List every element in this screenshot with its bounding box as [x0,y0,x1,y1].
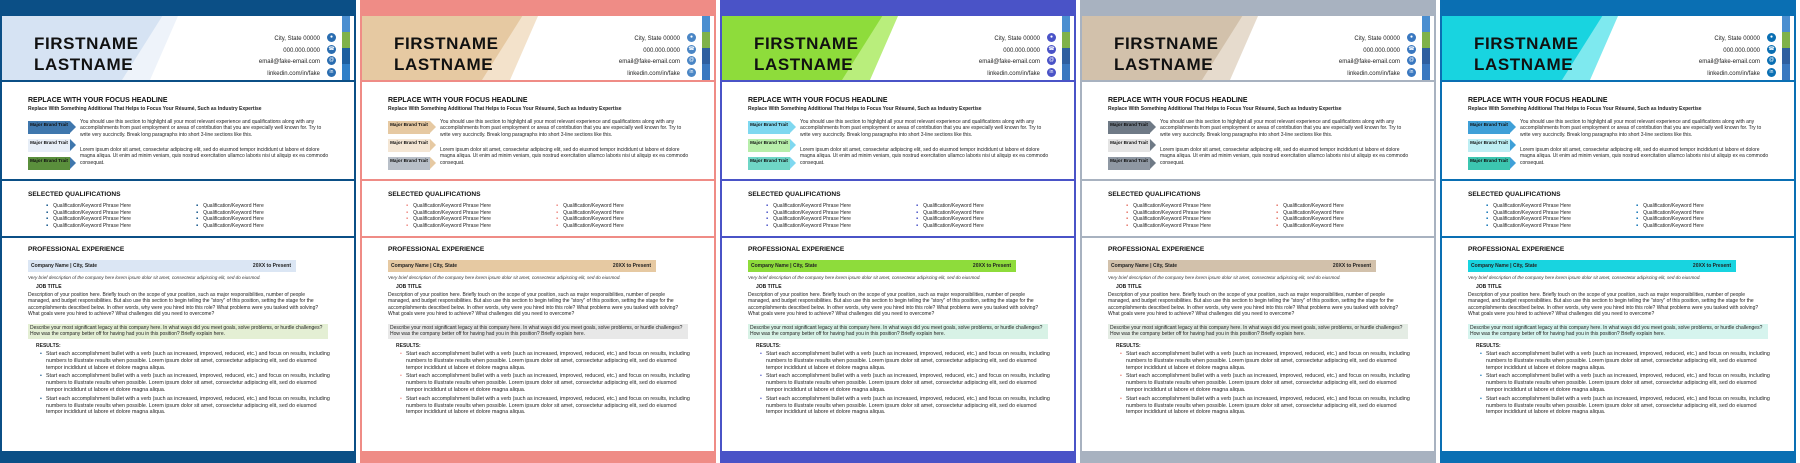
color-stripe [1422,16,1430,80]
email-icon: @ [1768,57,1775,63]
list-item: ▪ Qualification/Keyword Phrase Here [56,210,131,217]
qualifications-list-right [1643,203,1704,229]
results-label: RESULTS: [1116,343,1141,349]
top-bar [362,0,714,16]
company-bar [1108,260,1376,272]
employment-date: 20XX to Present [612,263,651,269]
results-label: RESULTS: [756,343,781,349]
list-item: ▪ Qualification/Keyword Phrase Here [1136,203,1211,210]
candidate-name [1474,33,1579,75]
list-item: ▪ Qualification/Keyword Here [1286,203,1344,210]
company-bar [1468,260,1736,272]
list-item: ▪ Qualification/Keyword Phrase Here [1496,223,1571,230]
qualifications-list-left [773,203,851,229]
company-name: Company Name | City, State [391,263,458,269]
job-description: Description of your position here. Briefly touch on the scope of your position, such as major responsibilities, number of people managed, and budget responsibilities. But also use this section to begin telling the "story" of this position, setting the stage for the accomplishments described below. In other words, why were you hired into this role? What problems were you tasked with solving? What goals were you hired to achieve? What challenges did you need to overcome? [1108,292,1399,318]
stripe-segment [702,64,710,80]
list-item: ▪ Qualification/Keyword Phrase Here [1136,210,1211,217]
company-bar [748,260,1016,272]
list-item: ▪ Qualification/Keyword Here [926,203,984,210]
first-name: FIRSTNAME [754,34,859,53]
contact-icons [327,33,337,79]
result-bullet: • Start each accomplishment bullet with a verb (such as increased, improved, reduced, etc.) and focus on results, including numbers to illustrate results when possible. Lorem ipsum dolor sit amet, consectetur adipiscing elit, sed do eiusmod tempor incididunt ut labore et dolore magna aliqua. [46,351,330,371]
list-item: ▪ Qualification/Keyword Here [566,210,624,217]
stripe-segment [1422,32,1430,48]
qualifications-heading: SELECTED QUALIFICATIONS [748,191,841,198]
list-item: ▪ Qualification/Keyword Here [1646,203,1704,210]
brand-trait: Major Brand Trait [28,139,70,152]
contact-phone: 000.000.0000 [283,47,320,54]
location-icon: ● [1407,33,1416,42]
color-stripe [1782,16,1790,80]
focus-headline: REPLACE WITH YOUR FOCUS HEADLINE [748,97,888,104]
location-icon: ● [327,33,336,42]
list-item: ▪ Qualification/Keyword Phrase Here [56,223,131,230]
resume-header [1442,16,1794,80]
bottom-bar [1442,451,1794,463]
job-title: JOB TITLE [1476,284,1502,290]
brand-trait: Major Brand Trait [748,157,790,170]
contact-info [979,34,1040,80]
stripe-segment [1422,16,1430,32]
phone-icon: ☎ [1048,45,1055,52]
results-label: RESULTS: [36,343,61,349]
top-bar [722,0,1074,16]
stripe-segment [1782,16,1790,32]
list-item: ▪ Qualification/Keyword Here [926,223,984,230]
contact-email: email@fake-email.com [978,59,1040,65]
focus-headline: REPLACE WITH YOUR FOCUS HEADLINE [28,97,168,104]
result-bullet: • Start each accomplishment bullet with a verb (such as increased, improved, reduced, etc.) and focus on results, including numbers to illustrate results when possible. Lorem ipsum dolor sit amet, consectetur adipiscing elit, sed do eiusmod tempor incididunt ut labore et dolore magna aliqua. [1126,396,1410,416]
list-item: ▪ Qualification/Keyword Phrase Here [776,210,851,217]
summary-paragraph: Lorem ipsum dolor sit amet, consectetur adipiscing elit, sed do eiusmod tempor incididunt ut labore et dolore magna aliqua. Ut enim ad minim veniam, quis nostrud exercitation ullamco laboris nisi ut aliquip ex ea commodo consequat. [1160,147,1409,166]
linkedin-icon: in [1407,68,1416,77]
stripe-segment [1782,64,1790,80]
location-icon: ● [1047,33,1056,42]
divider [1442,179,1794,181]
brand-trait: Major Brand Trait [748,121,790,134]
results-list [406,351,690,418]
phone-icon: ☎ [328,45,335,52]
brand-trait: Major Brand Trait [388,139,430,152]
last-name: LASTNAME [1474,55,1574,74]
focus-subheadline: Replace With Something Additional That Helps to Focus Your Résumé, Such as Industry Expertise [748,106,982,112]
bottom-bar [722,451,1074,463]
brand-trait: Major Brand Trait [1468,157,1510,170]
brand-trait: Major Brand Trait [1108,139,1150,152]
job-title: JOB TITLE [1116,284,1142,290]
contact-email: email@fake-email.com [618,59,680,65]
list-item: ▪ Qualification/Keyword Phrase Here [776,223,851,230]
list-item: ▪ Qualification/Keyword Here [206,223,264,230]
list-item: ▪ Qualification/Keyword Phrase Here [1496,210,1571,217]
experience-heading: PROFESSIONAL EXPERIENCE [748,246,845,253]
focus-subheadline: Replace With Something Additional That Helps to Focus Your Résumé, Such as Industry Expertise [388,106,622,112]
result-bullet: • Start each accomplishment bullet with a verb (such as increased, improved, reduced, etc.) and focus on results, including numbers to illustrate results when possible. Lorem ipsum dolor sit amet, consectetur adipiscing elit, sed do eiusmod tempor incididunt ut labore et dolore magna aliqua. [406,351,690,371]
resume-preview-lime[interactable] [720,0,1076,463]
stripe-segment [702,32,710,48]
company-description: Very brief description of the company here lorem ipsum dolor sit amet, consectetur adipiscing elit, sed do eiusmod. [28,275,261,280]
results-list [46,351,330,418]
first-name: FIRSTNAME [34,34,139,53]
list-item: ▪ Qualification/Keyword Here [926,216,984,223]
list-item: ▪ Qualification/Keyword Phrase Here [776,216,851,223]
focus-subheadline: Replace With Something Additional That Helps to Focus Your Résumé, Such as Industry Expertise [1108,106,1342,112]
qualifications-heading: SELECTED QUALIFICATIONS [1108,191,1201,198]
stripe-segment [342,32,350,48]
stripe-segment [1062,16,1070,32]
list-item: ▪ Qualification/Keyword Phrase Here [1136,223,1211,230]
resume-preview-salmon[interactable] [360,0,716,463]
result-bullet: • Start each accomplishment bullet with a verb (such as increased, improved, reduced, etc.) and focus on results, including numbers to illustrate results when possible. Lorem ipsum dolor sit amet, consectetur adipiscing elit, sed do eiusmod tempor incididunt ut labore et dolore magna aliqua. [1486,396,1770,416]
candidate-name [34,33,139,75]
qualifications-list-left [1133,203,1211,229]
resume-header [2,16,354,80]
stripe-segment [1062,32,1070,48]
company-bar [28,260,296,272]
divider [362,236,714,238]
result-bullet: • Start each accomplishment bullet with a verb (such as increased, improved, reduced, etc.) and focus on results, including numbers to illustrate results when possible. Lorem ipsum dolor sit amet, consectetur adipiscing elit, sed do eiusmod tempor incididunt ut labore et dolore magna aliqua. [1486,351,1770,371]
result-bullet: • Start each accomplishment bullet with a verb (such as increased, improved, reduced, etc.) and focus on results, including numbers to illustrate results when possible. Lorem ipsum dolor sit amet, consectetur adipiscing elit, sed do eiusmod tempor incididunt ut labore et dolore magna aliqua. [406,373,690,393]
employment-date: 20XX to Present [972,263,1011,269]
list-item: ▪ Qualification/Keyword Here [1286,210,1344,217]
top-bar [1442,0,1794,16]
qualifications-list-right [563,203,624,229]
list-item: ▪ Qualification/Keyword Phrase Here [416,216,491,223]
result-bullet: • Start each accomplishment bullet with a verb (such as increased, improved, reduced, etc.) and focus on results, including numbers to illustrate results when possible. Lorem ipsum dolor sit amet, consectetur adipiscing elit, sed do eiusmod tempor incididunt ut labore et dolore magna aliqua. [46,373,330,393]
result-bullet: • Start each accomplishment bullet with a verb (such as increased, improved, reduced, etc.) and focus on results, including numbers to illustrate results when possible. Lorem ipsum dolor sit amet, consectetur adipiscing elit, sed do eiusmod tempor incididunt ut labore et dolore magna aliqua. [766,396,1050,416]
bottom-bar [362,451,714,463]
contact-email: email@fake-email.com [1338,59,1400,65]
divider [1082,80,1434,82]
qualifications-heading: SELECTED QUALIFICATIONS [388,191,481,198]
list-item: ▪ Qualification/Keyword Phrase Here [1496,203,1571,210]
stripe-segment [1782,48,1790,64]
linkedin-icon: in [327,68,336,77]
list-item: ▪ Qualification/Keyword Phrase Here [56,216,131,223]
contact-address: City, State 00000 [1354,36,1400,42]
experience-heading: PROFESSIONAL EXPERIENCE [1108,246,1205,253]
resume-preview-cyan[interactable] [1440,0,1796,463]
contact-linkedin: linkedin.com/in/fake [1707,70,1760,77]
contact-phone: 000.000.0000 [643,47,680,54]
contact-address: City, State 00000 [994,36,1040,42]
stripe-segment [702,48,710,64]
contact-phone: 000.000.0000 [1363,47,1400,54]
email-icon: @ [328,57,335,63]
job-description: Description of your position here. Briefly touch on the scope of your position, such as major responsibilities, number of people managed, and budget responsibilities. But also use this section to begin telling the "story" of this position, setting the stage for the accomplishments described below. In other words, why were you hired into this role? What problems were you tasked with solving? What goals were you hired to achieve? What challenges did you need to overcome? [748,292,1039,318]
linkedin-icon: in [687,68,696,77]
job-title: JOB TITLE [756,284,782,290]
stripe-segment [1062,64,1070,80]
result-bullet: • Start each accomplishment bullet with a verb (such as increased, improved, reduced, etc.) and focus on results, including numbers to illustrate results when possible. Lorem ipsum dolor sit amet, consectetur adipiscing elit, sed do eiusmod tempor incididunt ut labore et dolore magna aliqua. [766,373,1050,393]
contact-linkedin: linkedin.com/in/fake [1347,70,1400,77]
linkedin-icon: in [1767,68,1776,77]
email-icon: @ [1408,57,1415,63]
legacy-callout: Describe your most significant legacy at this company here. In what ways did you meet goals, solve problems, or hurdle challenges? How was the company better off for having had you in this position? Briefly explain here. [748,324,1048,339]
list-item: ▪ Qualification/Keyword Here [566,223,624,230]
bottom-bar [1082,451,1434,463]
contact-address: City, State 00000 [274,36,320,42]
divider [2,236,354,238]
divider [722,80,1074,82]
resume-header [722,16,1074,80]
job-description: Description of your position here. Briefly touch on the scope of your position, such as major responsibilities, number of people managed, and budget responsibilities. But also use this section to begin telling the "story" of this position, setting the stage for the accomplishments described below. In other words, why were you hired into this role? What problems were you tasked with solving? What goals were you hired to achieve? What challenges did you need to overcome? [388,292,679,318]
summary-paragraph: You should use this section to highlight all your most relevant experience and qualifications along with any accomplishments from past employment or areas of contribution that you are especially well known for. Try to write very succinctly. Break long paragraphs into short 3-line sections like this. [1520,119,1762,138]
summary-paragraph: Lorem ipsum dolor sit amet, consectetur adipiscing elit, sed do eiusmod tempor incididunt ut labore et dolore magna aliqua. Ut enim ad minim veniam, quis nostrud exercitation ullamco laboris nisi ut aliquip ex ea commodo consequat. [800,147,1049,166]
divider [2,179,354,181]
contact-address: City, State 00000 [634,36,680,42]
list-item: ▪ Qualification/Keyword Phrase Here [56,203,131,210]
divider [2,80,354,82]
results-list [1126,351,1410,418]
list-item: ▪ Qualification/Keyword Here [1646,216,1704,223]
result-bullet: • Start each accomplishment bullet with a verb (such as increased, improved, reduced, etc.) and focus on results, including numbers to illustrate results when possible. Lorem ipsum dolor sit amet, consectetur adipiscing elit, sed do eiusmod tempor incididunt ut labore et dolore magna aliqua. [766,351,1050,371]
employment-date: 20XX to Present [1692,263,1731,269]
contact-icons [1047,33,1057,79]
divider [1082,236,1434,238]
brand-trait: Major Brand Trait [1108,157,1150,170]
result-bullet: • Start each accomplishment bullet with a verb (such as increased, improved, reduced, etc.) and focus on results, including numbers to illustrate results when possible. Lorem ipsum dolor sit amet, consectetur adipiscing elit, sed do eiusmod tempor incididunt ut labore et dolore magna aliqua. [1126,351,1410,371]
stripe-segment [1422,48,1430,64]
linkedin-icon: in [1047,68,1056,77]
first-name: FIRSTNAME [394,34,499,53]
list-item: ▪ Qualification/Keyword Here [206,203,264,210]
contact-icons [1407,33,1417,79]
summary-paragraph: Lorem ipsum dolor sit amet, consectetur adipiscing elit, sed do eiusmod tempor incididunt ut labore et dolore magna aliqua. Ut enim ad minim veniam, quis nostrud exercitation ullamco laboris nisi ut aliquip ex ea commodo consequat. [440,147,689,166]
divider [722,236,1074,238]
contact-email: email@fake-email.com [1698,59,1760,65]
contact-info [1699,34,1760,80]
contact-phone: 000.000.0000 [1723,47,1760,54]
top-bar [1082,0,1434,16]
contact-phone: 000.000.0000 [1003,47,1040,54]
resume-preview-navy[interactable] [0,0,356,463]
brand-trait: Major Brand Trait [1108,121,1150,134]
company-description: Very brief description of the company here lorem ipsum dolor sit amet, consectetur adipiscing elit, sed do eiusmod. [388,275,621,280]
list-item: ▪ Qualification/Keyword Here [1286,223,1344,230]
focus-subheadline: Replace With Something Additional That Helps to Focus Your Résumé, Such as Industry Expertise [1468,106,1702,112]
legacy-callout: Describe your most significant legacy at this company here. In what ways did you meet goals, solve problems, or hurdle challenges? How was the company better off for having had you in this position? Briefly explain here. [388,324,688,339]
focus-headline: REPLACE WITH YOUR FOCUS HEADLINE [1108,97,1248,104]
qualifications-list-right [203,203,264,229]
brand-trait: Major Brand Trait [28,157,70,170]
company-description: Very brief description of the company here lorem ipsum dolor sit amet, consectetur adipiscing elit, sed do eiusmod. [1108,275,1341,280]
result-bullet: • Start each accomplishment bullet with a verb (such as increased, improved, reduced, etc.) and focus on results, including numbers to illustrate results when possible. Lorem ipsum dolor sit amet, consectetur adipiscing elit, sed do eiusmod tempor incididunt ut labore et dolore magna aliqua. [1126,373,1410,393]
results-list [1486,351,1770,418]
divider [722,179,1074,181]
company-description: Very brief description of the company here lorem ipsum dolor sit amet, consectetur adipiscing elit, sed do eiusmod. [1468,275,1701,280]
resume-header [1082,16,1434,80]
bottom-bar [2,451,354,463]
experience-heading: PROFESSIONAL EXPERIENCE [388,246,485,253]
stripe-segment [342,48,350,64]
color-stripe [702,16,710,80]
summary-paragraph: Lorem ipsum dolor sit amet, consectetur adipiscing elit, sed do eiusmod tempor incididunt ut labore et dolore magna aliqua. Ut enim ad minim veniam, quis nostrud exercitation ullamco laboris nisi ut aliquip ex ea commodo consequat. [80,147,329,166]
email-icon: @ [688,57,695,63]
list-item: ▪ Qualification/Keyword Phrase Here [776,203,851,210]
focus-headline: REPLACE WITH YOUR FOCUS HEADLINE [1468,97,1608,104]
experience-heading: PROFESSIONAL EXPERIENCE [1468,246,1565,253]
stripe-segment [1062,48,1070,64]
contact-info [259,34,320,80]
brand-trait: Major Brand Trait [388,121,430,134]
brand-trait: Major Brand Trait [748,139,790,152]
qualifications-list-left [53,203,131,229]
company-name: Company Name | City, State [751,263,818,269]
list-item: ▪ Qualification/Keyword Here [566,203,624,210]
divider [362,80,714,82]
phone-icon: ☎ [1768,45,1775,52]
qualifications-heading: SELECTED QUALIFICATIONS [28,191,121,198]
location-icon: ● [687,33,696,42]
qualifications-list-left [413,203,491,229]
brand-trait: Major Brand Trait [28,121,70,134]
result-bullet: • Start each accomplishment bullet with a verb (such as increased, improved, reduced, etc.) and focus on results, including numbers to illustrate results when possible. Lorem ipsum dolor sit amet, consectetur adipiscing elit, sed do eiusmod tempor incididunt ut labore et dolore magna aliqua. [1486,373,1770,393]
top-bar [2,0,354,16]
contact-linkedin: linkedin.com/in/fake [267,70,320,77]
experience-heading: PROFESSIONAL EXPERIENCE [28,246,125,253]
contact-info [1339,34,1400,80]
contact-icons [687,33,697,79]
first-name: FIRSTNAME [1114,34,1219,53]
location-icon: ● [1767,33,1776,42]
list-item: ▪ Qualification/Keyword Here [926,210,984,217]
results-list [766,351,1050,418]
divider [1082,179,1434,181]
list-item: ▪ Qualification/Keyword Here [566,216,624,223]
resume-header [362,16,714,80]
job-description: Description of your position here. Briefly touch on the scope of your position, such as major responsibilities, number of people managed, and budget responsibilities. But also use this section to begin telling the "story" of this position, setting the stage for the accomplishments described below. In other words, why were you hired into this role? What problems were you tasked with solving? What goals were you hired to achieve? What challenges did you need to overcome? [1468,292,1759,318]
legacy-callout: Describe your most significant legacy at this company here. In what ways did you meet goals, solve problems, or hurdle challenges? How was the company better off for having had you in this position? Briefly explain here. [1108,324,1408,339]
stripe-segment [342,64,350,80]
candidate-name [1114,33,1219,75]
legacy-callout: Describe your most significant legacy at this company here. In what ways did you meet goals, solve problems, or hurdle challenges? How was the company better off for having had you in this position? Briefly explain here. [28,324,328,339]
color-stripe [342,16,350,80]
candidate-name [754,33,859,75]
contact-linkedin: linkedin.com/in/fake [987,70,1040,77]
list-item: ▪ Qualification/Keyword Phrase Here [1136,216,1211,223]
focus-subheadline: Replace With Something Additional That Helps to Focus Your Résumé, Such as Industry Expertise [28,106,262,112]
list-item: ▪ Qualification/Keyword Phrase Here [416,223,491,230]
brand-trait: Major Brand Trait [1468,121,1510,134]
summary-paragraph: You should use this section to highlight all your most relevant experience and qualifications along with any accomplishments from past employment or areas of contribution that you are especially well known for. Try to write very succinctly. Break long paragraphs into short 3-line sections like this. [80,119,322,138]
stripe-segment [702,16,710,32]
stripe-segment [1422,64,1430,80]
qualifications-list-right [923,203,984,229]
summary-paragraph: You should use this section to highlight all your most relevant experience and qualifications along with any accomplishments from past employment or areas of contribution that you are especially well known for. Try to write very succinctly. Break long paragraphs into short 3-line sections like this. [1160,119,1402,138]
color-stripe [1062,16,1070,80]
list-item: ▪ Qualification/Keyword Here [1646,210,1704,217]
contact-icons [1767,33,1777,79]
company-name: Company Name | City, State [31,263,98,269]
list-item: ▪ Qualification/Keyword Here [206,216,264,223]
divider [362,179,714,181]
first-name: FIRSTNAME [1474,34,1579,53]
summary-paragraph: You should use this section to highlight all your most relevant experience and qualifications along with any accomplishments from past employment or areas of contribution that you are especially well known for. Try to write very succinctly. Break long paragraphs into short 3-line sections like this. [800,119,1042,138]
divider [1442,236,1794,238]
contact-info [619,34,680,80]
employment-date: 20XX to Present [252,263,291,269]
contact-linkedin: linkedin.com/in/fake [627,70,680,77]
list-item: ▪ Qualification/Keyword Phrase Here [1496,216,1571,223]
contact-email: email@fake-email.com [258,59,320,65]
qualifications-list-left [1493,203,1571,229]
brand-trait: Major Brand Trait [388,157,430,170]
resume-preview-taupe[interactable] [1080,0,1436,463]
company-bar [388,260,656,272]
brand-trait: Major Brand Trait [1468,139,1510,152]
company-description: Very brief description of the company here lorem ipsum dolor sit amet, consectetur adipiscing elit, sed do eiusmod. [748,275,981,280]
company-name: Company Name | City, State [1111,263,1178,269]
results-label: RESULTS: [396,343,421,349]
list-item: ▪ Qualification/Keyword Here [206,210,264,217]
list-item: ▪ Qualification/Keyword Phrase Here [416,203,491,210]
results-label: RESULTS: [1476,343,1501,349]
list-item: ▪ Qualification/Keyword Here [1646,223,1704,230]
result-bullet: • Start each accomplishment bullet with a verb (such as increased, improved, reduced, etc.) and focus on results, including numbers to illustrate results when possible. Lorem ipsum dolor sit amet, consectetur adipiscing elit, sed do eiusmod tempor incididunt ut labore et dolore magna aliqua. [406,396,690,416]
employment-date: 20XX to Present [1332,263,1371,269]
last-name: LASTNAME [34,55,134,74]
qualifications-list-right [1283,203,1344,229]
list-item: ▪ Qualification/Keyword Here [1286,216,1344,223]
list-item: ▪ Qualification/Keyword Phrase Here [416,210,491,217]
summary-paragraph: You should use this section to highlight all your most relevant experience and qualifications along with any accomplishments from past employment or areas of contribution that you are especially well known for. Try to write very succinctly. Break long paragraphs into short 3-line sections like this. [440,119,682,138]
company-name: Company Name | City, State [1471,263,1538,269]
stripe-segment [342,16,350,32]
legacy-callout: Describe your most significant legacy at this company here. In what ways did you meet goals, solve problems, or hurdle challenges? How was the company better off for having had you in this position? Briefly explain here. [1468,324,1768,339]
phone-icon: ☎ [1408,45,1415,52]
candidate-name [394,33,499,75]
focus-headline: REPLACE WITH YOUR FOCUS HEADLINE [388,97,528,104]
summary-paragraph: Lorem ipsum dolor sit amet, consectetur adipiscing elit, sed do eiusmod tempor incididunt ut labore et dolore magna aliqua. Ut enim ad minim veniam, quis nostrud exercitation ullamco laboris nisi ut aliquip ex ea commodo consequat. [1520,147,1769,166]
qualifications-heading: SELECTED QUALIFICATIONS [1468,191,1561,198]
divider [1442,80,1794,82]
contact-address: City, State 00000 [1714,36,1760,42]
result-bullet: • Start each accomplishment bullet with a verb (such as increased, improved, reduced, etc.) and focus on results, including numbers to illustrate results when possible. Lorem ipsum dolor sit amet, consectetur adipiscing elit, sed do eiusmod tempor incididunt ut labore et dolore magna aliqua. [46,396,330,416]
job-title: JOB TITLE [36,284,62,290]
phone-icon: ☎ [688,45,695,52]
stripe-segment [1782,32,1790,48]
last-name: LASTNAME [394,55,494,74]
last-name: LASTNAME [754,55,854,74]
email-icon: @ [1048,57,1055,63]
job-title: JOB TITLE [396,284,422,290]
last-name: LASTNAME [1114,55,1214,74]
job-description: Description of your position here. Briefly touch on the scope of your position, such as major responsibilities, number of people managed, and budget responsibilities. But also use this section to begin telling the "story" of this position, setting the stage for the accomplishments described below. In other words, why were you hired into this role? What problems were you tasked with solving? What goals were you hired to achieve? What challenges did you need to overcome? [28,292,319,318]
